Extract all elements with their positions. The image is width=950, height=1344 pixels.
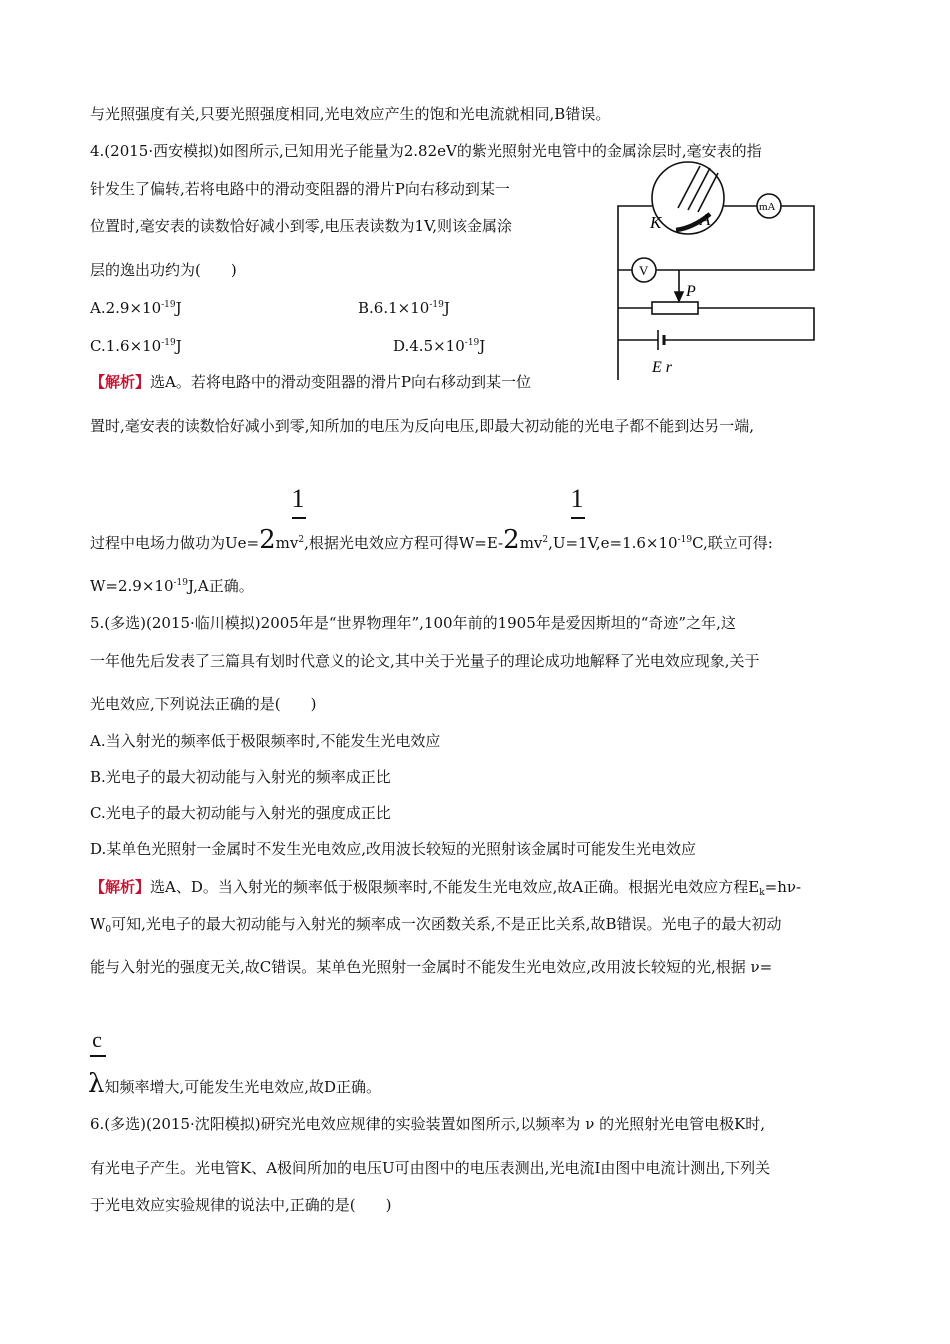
text-line: 于光电效应实验规律的说法中,正确的是( ) bbox=[90, 1196, 392, 1214]
option-d: $D.4.5\times 10^{-19}J$ bbox=[393, 337, 486, 355]
question-6-head: 6.(多选)(2015·沈阳模拟)研究光电效应规律的实验装置如图所示,以频率为 ν 的光照射光电管电极K时, bbox=[90, 1115, 766, 1133]
fraction-numerator: 1 bbox=[570, 484, 584, 513]
analysis-5-line1: 【解析】选A、D。当入射光的频率低于极限频率时,不能发生光电效应,故A正确。根据光电效应方程$E_k=h\nu-$ bbox=[90, 878, 802, 898]
option-c: $C.1.6\times 10^{-19}J$ bbox=[90, 337, 182, 355]
analysis-4-line3: 过程中电场力做功为$Ue=2mv^2$,根据光电效应方程可得$W=E-2mv^2,U=1V,e=1.6\times 10^{-19}C$,联立可得: bbox=[90, 525, 773, 555]
phototube-icon bbox=[652, 162, 724, 234]
label-v: V bbox=[639, 263, 649, 278]
analysis-4-line4: $W=2.9\times 10^{-19}J,A$正确。 bbox=[90, 577, 254, 595]
option-b: $B.6.1\times 10^{-19}J$ bbox=[358, 299, 450, 317]
text-line: 针发生了偏转,若将电路中的滑动变阻器的滑片P向右移动到某一 bbox=[90, 180, 510, 198]
text-line: 层的逸出功约为( ) bbox=[90, 261, 237, 279]
option-d: D.某单色光照射一金属时不发生光电效应,改用波长较短的光照射该金属时可能发生光电效应 bbox=[90, 840, 697, 858]
text-line: 能与入射光的强度无关,故C错误。某单色光照射一金属时不能发生光电效应,改用波长较短的光,根据 ν= bbox=[90, 958, 773, 976]
analysis-4-line1: 【解析】选A。若将电路中的滑动变阻器的滑片P向右移动到某一位 bbox=[90, 373, 531, 391]
label-ma: mA bbox=[759, 201, 776, 213]
label-er: E r bbox=[652, 359, 672, 376]
text-line: 一年他先后发表了三篇具有划时代意义的论文,其中关于光量子的理论成功地解释了光电效应现象,关于 bbox=[90, 652, 760, 670]
option-a: $A.2.9\times 10^{-19}J$ bbox=[90, 299, 182, 317]
label-a: A bbox=[700, 210, 711, 229]
fraction-bar bbox=[292, 517, 306, 519]
analysis-5-line4: λ知频率增大,可能发生光电效应,故D正确。 bbox=[88, 1069, 382, 1099]
option-b: B.光电子的最大初动能与入射光的频率成正比 bbox=[90, 768, 391, 786]
text-line: 置时,毫安表的读数恰好减小到零,知所加的电压为反向电压,即最大初动能的光电子都不能到达另一端, bbox=[90, 417, 755, 435]
question-5-head: 5.(多选)(2015·临川模拟)2005年是“世界物理年”,100年前的1905年是爱因斯坦的“奇迹”之年,这 bbox=[90, 614, 736, 632]
text-line: 与光照强度有关,只要光照强度相同,光电效应产生的饱和光电流就相同,B错误。 bbox=[90, 105, 611, 123]
label-k: K bbox=[650, 213, 662, 232]
analysis-5-line2: $W_0$可知,光电子的最大初动能与入射光的频率成一次函数关系,不是正比关系,故B错误。光电子的最大初动 bbox=[90, 915, 782, 935]
question-4-head: 4.(2015·西安模拟)如图所示,已知用光子能量为2.82eV的紫光照射光电管中的金属涂层时,毫安表的指 bbox=[90, 142, 762, 160]
option-a: A.当入射光的频率低于极限频率时,不能发生光电效应 bbox=[90, 732, 441, 750]
slider-arrow-icon bbox=[675, 292, 683, 301]
fraction-numerator: 1 bbox=[291, 484, 305, 513]
rheostat-icon bbox=[652, 302, 698, 314]
label-p: P bbox=[686, 283, 696, 300]
text-line: 有光电子产生。光电管K、A极间所加的电压U可由图中的电压表测出,光电流I由图中电流计测出,下列关 bbox=[90, 1159, 771, 1177]
option-c: C.光电子的最大初动能与入射光的强度成正比 bbox=[90, 804, 391, 822]
text-line: 位置时,毫安表的读数恰好减小到零,电压表读数为1V,则该金属涂 bbox=[90, 217, 513, 235]
fraction-numerator-c: c bbox=[92, 1027, 102, 1052]
fraction-bar bbox=[90, 1055, 106, 1057]
fraction-bar bbox=[571, 517, 585, 519]
text-line: 光电效应,下列说法正确的是( ) bbox=[90, 695, 317, 713]
circuit-diagram bbox=[600, 158, 830, 380]
